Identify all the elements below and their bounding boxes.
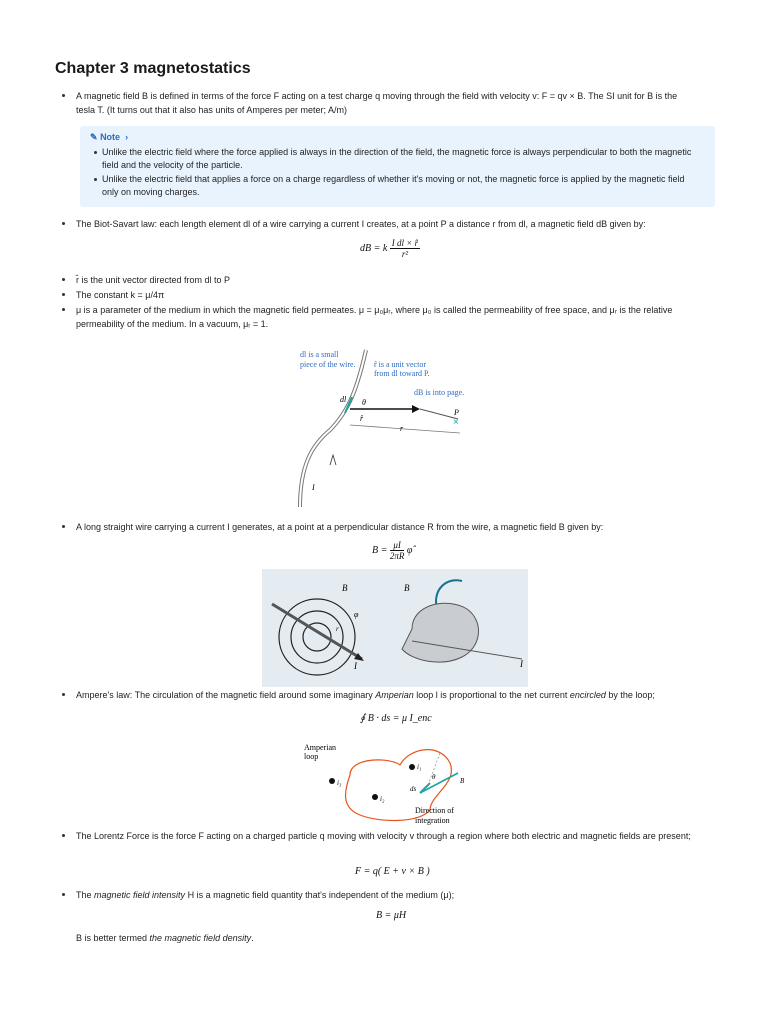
P-marker: × — [453, 417, 459, 428]
text-part: The — [76, 890, 95, 900]
bullet-dot — [62, 293, 65, 296]
bullet-dot — [94, 178, 97, 181]
page-title: Chapter 3 magnetostatics — [55, 60, 251, 77]
label-i3: i₃ — [337, 779, 342, 787]
formula-lhs: B = — [372, 544, 388, 556]
wire-outer — [300, 350, 366, 507]
field-intensity-text — [76, 888, 716, 902]
label-I-right: I — [520, 659, 523, 669]
formula-rhs: φ̂ — [406, 544, 413, 556]
label-i1: i₁ — [417, 763, 422, 771]
intro-line-1: A magnetic field B is defined in terms of the force F acting on a test charge q moving through the field with velocity v: F = qv × B. The SI unit for B is the — [76, 91, 678, 101]
ampere-law-bullet — [66, 688, 716, 702]
label-db-into-page: dB is into page. — [414, 388, 465, 397]
label-rhat-direction: from dl toward P. — [374, 369, 430, 378]
text-emphasis: Amperian — [375, 690, 414, 700]
label-P: P — [454, 408, 459, 417]
pencil-icon: ✎ — [90, 132, 98, 142]
rhat-arrowhead — [412, 405, 420, 413]
current-i2 — [372, 794, 378, 800]
current-i3 — [329, 778, 335, 784]
r-dimension — [350, 425, 460, 433]
bullet-text: The constant k = μ/4π — [76, 290, 165, 300]
bullet-dot — [62, 834, 65, 837]
text-part: by the loop; — [605, 690, 655, 700]
formula-denominator: 2πR — [389, 551, 405, 561]
note-item — [102, 173, 702, 199]
ampere-law-formula: ∮ B · ds = μ I_enc — [360, 713, 432, 724]
text-emphasis: magnetic field intensity — [94, 890, 186, 900]
formula-numerator: I dl × r̂ — [391, 238, 419, 248]
label-r: r — [336, 625, 339, 633]
lorentz-force-formula: F = q( E + v × B ) — [355, 866, 430, 877]
amperian-loop-figure — [300, 735, 500, 827]
label-B: B — [460, 777, 465, 785]
biot-savart-figure — [290, 345, 480, 510]
note-item-text: Unlike the electric field that applies a force on a charge regardless of whether it's moving or not, the magnetic force is applied by the magnetic field only on moving charges. — [102, 174, 685, 197]
biot-savart-formula — [360, 238, 420, 259]
label-ds: ds — [410, 785, 417, 793]
text-emphasis: encircled — [569, 690, 606, 700]
note-item-text: Unlike the electric field where the force applied is always in the direction of the field, the magnetic force is always perpendicular to both the magnetic field and the velocity of the particle. — [102, 147, 692, 170]
text-part: . — [251, 933, 254, 943]
closing-note — [76, 933, 254, 943]
label-loop: loop — [304, 752, 319, 761]
bullet-dot — [62, 893, 65, 896]
intro-line-2: tesla T. (It turns out that it also has units of Amperes per meter; A/m) — [76, 105, 347, 115]
label-I: I — [312, 483, 315, 492]
current-arrow — [330, 455, 336, 465]
ampere-law-text — [76, 688, 716, 702]
bullet-text: r̂ is the unit vector directed from dl to P — [76, 275, 231, 285]
field-intensity-formula: B = μH — [376, 910, 407, 921]
label-B-right: B — [404, 583, 410, 593]
straight-wire-text: A long straight wire carrying a current I generates, at a point at a perpendicular distance R from the wire, a magnetic field B given by: — [76, 522, 604, 532]
text-part: loop l is proportional to the net current — [413, 690, 570, 700]
bullet-text: μ is a parameter of the medium in which the magnetic field permeates. μ = μ₀μᵣ, where μ₀ is called the permeability of free space, and μᵣ is the relative permeability of the medium. In a vacuum, μᵣ = 1. — [76, 305, 673, 329]
chevron-right-icon: › — [122, 132, 129, 142]
formula-denominator: r² — [401, 249, 409, 259]
bullet-dot — [62, 308, 65, 311]
text-part: Ampere's law: The circulation of the magnetic field around some imaginary — [76, 690, 376, 700]
label-dl-small: dl is a small — [300, 350, 339, 359]
straight-wire-formula — [372, 540, 412, 561]
b-vector — [420, 773, 458, 793]
biot-savart-text: The Biot-Savart law: each length element dl of a wire carrying a current I creates, at a point P a distance r from dl, a magnetic field dB given by: — [76, 219, 646, 229]
text-part: H is a magnetic field quantity that's independent of the medium (μ); — [185, 890, 455, 900]
biot-savart-bullet — [66, 217, 716, 231]
label-amperian: Amperian — [304, 743, 336, 752]
label-r: r — [400, 424, 404, 433]
note-item — [102, 146, 702, 172]
label-phi: φ — [354, 610, 359, 619]
label-rhat-unit: r̂ is a unit vector — [374, 360, 426, 369]
text-emphasis: the magnetic field density — [149, 933, 252, 943]
field-intensity-bullet — [66, 888, 716, 902]
bullet-dot — [62, 278, 65, 281]
bullet-dot — [62, 222, 65, 225]
straight-wire-bullet — [66, 520, 716, 534]
lorentz-force-text: The Lorentz Force is the force F acting on a charged particle q moving with velocity v through a region where both electric and magnetic fields are present; — [76, 831, 691, 841]
label-direction-of: Direction of — [415, 806, 454, 815]
note-toggle[interactable] — [90, 132, 128, 143]
bullet-dot — [62, 693, 65, 696]
label-piece-wire: piece of the wire. — [300, 360, 356, 369]
formula-fraction — [390, 238, 420, 259]
right-hand-rule-figure — [262, 569, 528, 687]
label-B-left: B — [342, 583, 348, 593]
bullet-mu — [66, 303, 716, 331]
formula-fraction — [390, 540, 405, 561]
label-I-left: I — [354, 661, 357, 671]
text-part: B is better termed — [76, 933, 150, 943]
note-callout — [80, 126, 715, 207]
bullet-constant-k — [66, 288, 716, 302]
bullet-dot — [62, 525, 65, 528]
bullet-dot — [94, 151, 97, 154]
intro-bullet — [66, 89, 716, 117]
bullet-rhat — [66, 273, 716, 287]
label-theta: θ — [362, 398, 366, 407]
bullet-dot — [62, 94, 65, 97]
formula-numerator: μI — [390, 540, 405, 551]
lorentz-force-bullet — [66, 829, 716, 843]
label-dl-vector: dl — [340, 395, 347, 404]
current-i1 — [409, 764, 415, 770]
label-i2: i₂ — [380, 795, 385, 803]
figure-background — [262, 569, 528, 687]
label-rhat-vector: r̂ — [360, 414, 364, 423]
label-theta: θ — [432, 773, 436, 781]
formula-lhs: dB = k — [360, 242, 388, 254]
note-label: Note — [100, 132, 121, 142]
label-integration: integration — [415, 816, 450, 825]
